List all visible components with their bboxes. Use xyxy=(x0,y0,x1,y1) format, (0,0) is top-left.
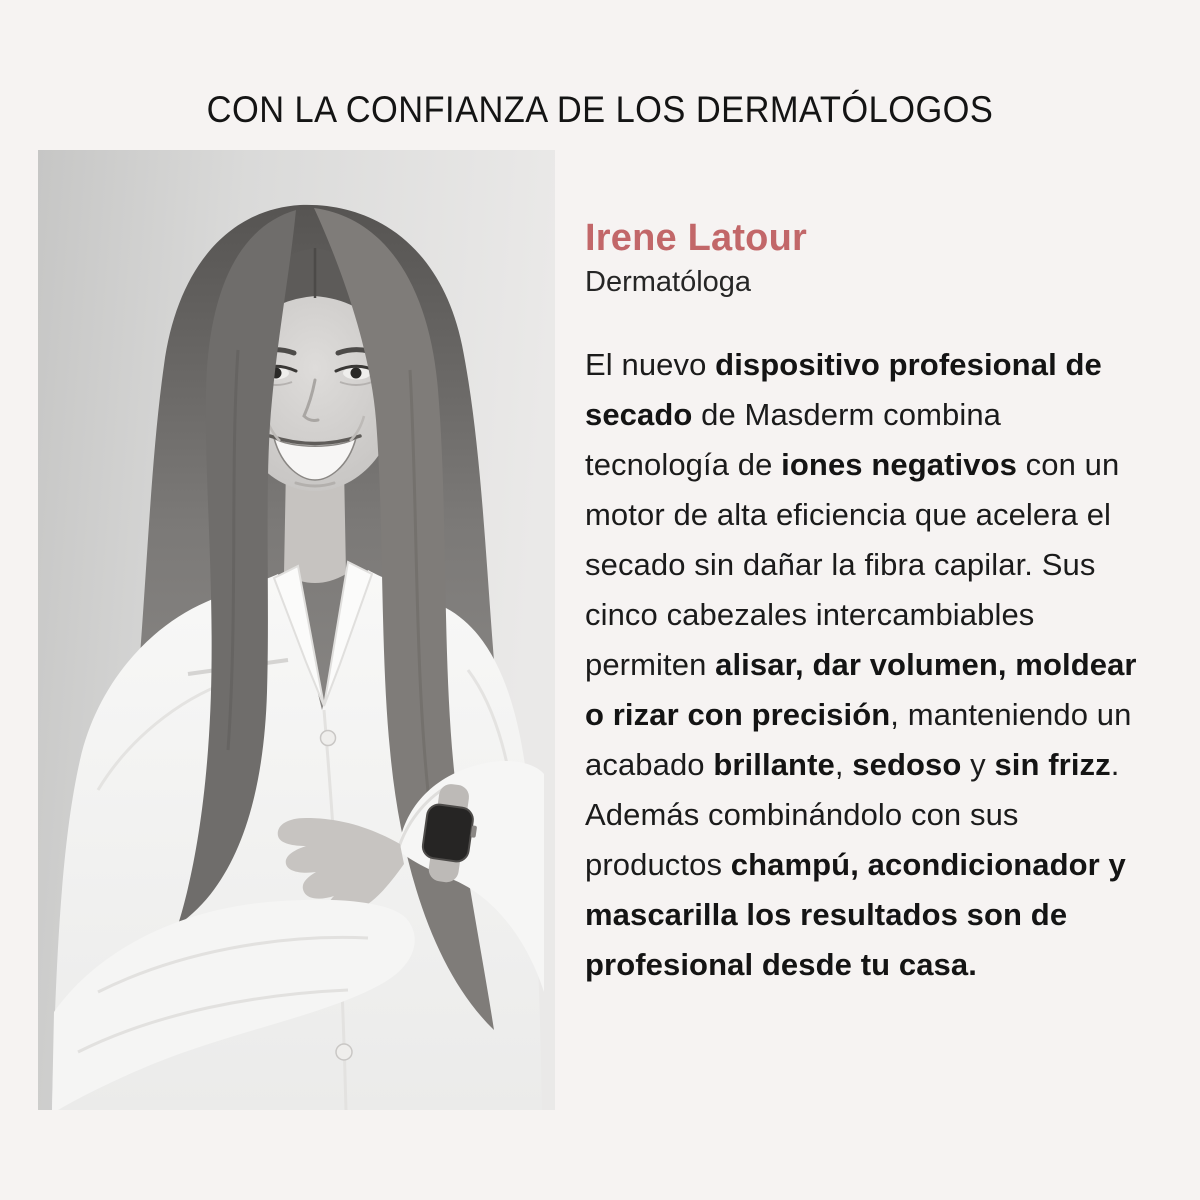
testimonial-bold-segment: iones negativos xyxy=(781,447,1017,482)
expert-name: Irene Latour xyxy=(585,217,807,259)
coat-button xyxy=(336,1044,352,1060)
testimonial-section xyxy=(585,216,1147,1021)
expert-role: Dermatóloga xyxy=(585,266,752,298)
testimonial-bold-segment: champú, acondicionador y mascarilla los resultados son de profesional desde tu casa. xyxy=(585,847,1126,982)
testimonial-bold-segment: sin frizz xyxy=(994,747,1111,782)
expert-photo xyxy=(38,150,555,1110)
testimonial-text-segment: con un motor de alta eficiencia que acelera el secado sin dañar la fibra capilar. Sus cinco cabezales intercambiables permiten xyxy=(585,447,1120,682)
testimonial-text-segment: , xyxy=(834,747,853,782)
testimonial-text-segment: . Además combinándolo con sus productos xyxy=(585,747,1120,882)
dermatologist-portrait-illustration xyxy=(38,150,555,1110)
testimonial-bold-segment: dispositivo profesional de secado xyxy=(585,347,1102,432)
testimonial-text-segment: , manteniendo un acabado xyxy=(585,697,1132,782)
testimonial-bold-segment: alisar, dar volumen, moldear o rizar con precisión xyxy=(585,647,1137,732)
testimonial-paragraph xyxy=(585,340,1147,990)
testimonial-text-segment: El nuevo xyxy=(585,347,716,382)
page-title: CON LA CONFIANZA DE LOS DERMATÓLOGOS xyxy=(206,88,994,130)
testimonial-text-segment: y xyxy=(961,747,995,782)
testimonial-text-segment: de Masderm combina tecnología de xyxy=(585,397,1002,482)
testimonial-bold-segment: sedoso xyxy=(852,747,962,782)
testimonial-bold-segment: brillante xyxy=(713,747,835,782)
coat-button xyxy=(321,731,336,746)
